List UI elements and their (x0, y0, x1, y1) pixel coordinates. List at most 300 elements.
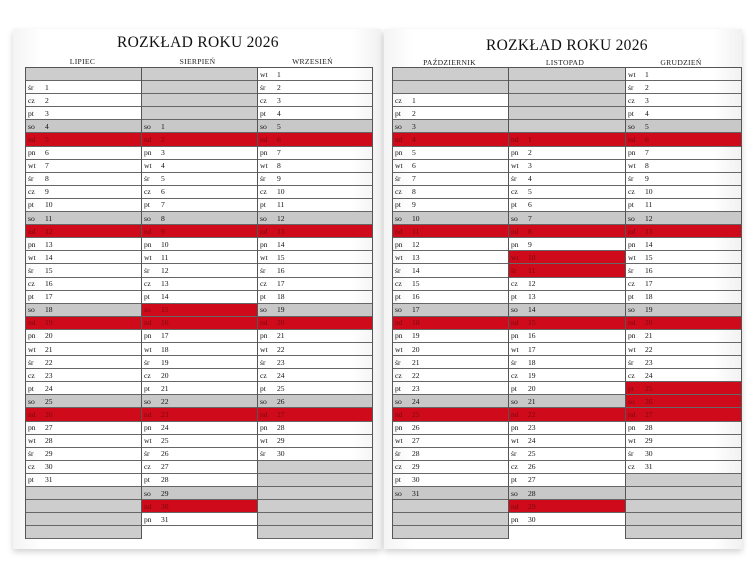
weekday-label: so (28, 213, 35, 223)
day-number: 30 (161, 501, 169, 511)
day-number: 14 (412, 265, 420, 275)
day-row (509, 199, 625, 212)
day-number: 1 (528, 135, 532, 145)
day-row (509, 238, 625, 251)
weekday-label: pn (260, 423, 268, 433)
day-number: 26 (45, 409, 53, 419)
day-row (258, 81, 372, 94)
day-row (258, 186, 372, 199)
weekday-label: pn (511, 514, 519, 524)
day-number: 22 (45, 357, 53, 367)
weekday-label: so (260, 396, 267, 406)
day-number: 29 (645, 436, 653, 446)
day-number: 18 (45, 305, 53, 315)
day-row (509, 330, 625, 343)
day-number: 6 (528, 200, 532, 210)
month-header-listopad: LISTOPAD (545, 58, 585, 67)
weekday-label: so (395, 396, 402, 406)
day-number: 18 (412, 318, 420, 328)
weekday-label: wt (511, 252, 519, 262)
day-row (509, 133, 625, 146)
day-row (142, 317, 257, 330)
day-row (626, 199, 741, 212)
day-row (393, 487, 508, 500)
day-number: 30 (277, 449, 285, 459)
day-row (393, 369, 508, 382)
day-number: 16 (412, 292, 420, 302)
weekday-label: pt (395, 108, 401, 118)
day-number: 8 (45, 174, 49, 184)
day-number: 19 (645, 305, 653, 315)
empty-row (142, 68, 257, 81)
month-header-lipiec: LIPIEC (69, 57, 96, 66)
day-number: 9 (277, 174, 281, 184)
day-row (509, 264, 625, 277)
empty-row (393, 500, 508, 513)
day-number: 19 (412, 331, 420, 341)
weekday-label: nd (144, 318, 152, 328)
day-row (258, 317, 372, 330)
day-number: 13 (528, 292, 536, 302)
day-row (142, 369, 257, 382)
weekday-label: pn (28, 423, 36, 433)
day-row (626, 317, 741, 330)
weekday-label: cz (28, 279, 35, 289)
day-row (393, 356, 508, 369)
weekday-label: wt (28, 161, 36, 171)
day-row (509, 212, 625, 225)
day-row (258, 212, 372, 225)
day-row (258, 304, 372, 317)
weekday-label: so (28, 121, 35, 131)
day-row (393, 225, 508, 238)
weekday-label: cz (395, 95, 402, 105)
day-row (258, 160, 372, 173)
day-row (509, 461, 625, 474)
day-number: 4 (45, 121, 49, 131)
weekday-label: cz (511, 462, 518, 472)
day-row (626, 278, 741, 291)
weekday-label: cz (28, 95, 35, 105)
day-number: 24 (412, 396, 420, 406)
day-number: 13 (412, 252, 420, 262)
day-row (258, 238, 372, 251)
day-row (509, 382, 625, 395)
day-row (26, 369, 141, 382)
day-number: 16 (277, 265, 285, 275)
day-number: 25 (528, 449, 536, 459)
empty-row (142, 107, 257, 120)
day-row (258, 408, 372, 421)
day-number: 26 (161, 449, 169, 459)
weekday-label: wt (395, 252, 403, 262)
weekday-label: so (511, 305, 518, 315)
day-row (142, 212, 257, 225)
weekday-label: pt (144, 200, 150, 210)
weekday-label: so (628, 396, 635, 406)
day-number: 22 (161, 396, 169, 406)
day-row (26, 304, 141, 317)
day-number: 9 (412, 200, 416, 210)
weekday-label: pt (395, 383, 401, 393)
weekday-label: cz (511, 279, 518, 289)
day-number: 17 (645, 279, 653, 289)
day-number: 24 (161, 423, 169, 433)
weekday-label: so (395, 305, 402, 315)
day-number: 26 (412, 423, 420, 433)
weekday-label: pt (395, 475, 401, 485)
weekday-label: wt (395, 344, 403, 354)
day-row (626, 395, 741, 408)
day-row (626, 422, 741, 435)
day-row (509, 356, 625, 369)
weekday-label: pn (511, 148, 519, 158)
day-number: 8 (161, 213, 165, 223)
weekday-label: pt (628, 108, 634, 118)
weekday-label: pn (395, 239, 403, 249)
day-row (626, 448, 741, 461)
weekday-label: pn (144, 423, 152, 433)
weekday-label: pt (28, 108, 34, 118)
weekday-label: śr (511, 449, 517, 459)
day-row (142, 461, 257, 474)
weekday-label: wt (395, 436, 403, 446)
weekday-label: nd (628, 409, 636, 419)
day-number: 13 (161, 279, 169, 289)
page-title: ROZKŁAD ROKU 2026 (117, 34, 279, 51)
day-number: 7 (277, 148, 281, 158)
day-number: 17 (45, 292, 53, 302)
day-row (393, 107, 508, 120)
weekday-label: so (144, 488, 151, 498)
day-row (626, 133, 741, 146)
day-number: 2 (528, 148, 532, 158)
day-row (393, 291, 508, 304)
weekday-label: śr (260, 357, 266, 367)
weekday-label: pn (511, 331, 519, 341)
weekday-label: nd (144, 135, 152, 145)
day-number: 27 (528, 475, 536, 485)
day-number: 24 (528, 436, 536, 446)
weekday-label: pt (511, 475, 517, 485)
weekday-label: nd (28, 318, 36, 328)
empty-row (393, 81, 508, 94)
weekday-label: śr (28, 265, 34, 275)
day-row (509, 448, 625, 461)
day-row (26, 147, 141, 160)
weekday-label: śr (260, 82, 266, 92)
weekday-label: so (144, 305, 151, 315)
right-page (384, 29, 742, 549)
day-row (509, 147, 625, 160)
weekday-label: śr (628, 82, 634, 92)
empty-row (393, 68, 508, 81)
weekday-label: pn (628, 239, 636, 249)
day-row (509, 408, 625, 421)
day-row (626, 461, 741, 474)
weekday-label: śr (395, 357, 401, 367)
day-row (258, 448, 372, 461)
day-number: 2 (412, 108, 416, 118)
day-number: 25 (412, 409, 420, 419)
day-number: 6 (45, 148, 49, 158)
day-row (26, 120, 141, 133)
weekday-label: so (395, 488, 402, 498)
weekday-label: cz (511, 187, 518, 197)
weekday-label: wt (28, 252, 36, 262)
empty-row (26, 487, 141, 500)
month-header-wrzesien: WRZESIEŃ (292, 57, 333, 66)
day-row (626, 251, 741, 264)
day-row (26, 382, 141, 395)
day-row (393, 422, 508, 435)
day-number: 27 (412, 436, 420, 446)
weekday-label: pt (628, 200, 634, 210)
weekday-label: pt (260, 200, 266, 210)
day-row (142, 251, 257, 264)
day-row (393, 120, 508, 133)
day-row (26, 160, 141, 173)
day-number: 5 (412, 148, 416, 158)
weekday-label: nd (628, 318, 636, 328)
day-row (509, 304, 625, 317)
day-number: 13 (45, 239, 53, 249)
weekday-label: śr (511, 174, 517, 184)
day-row (142, 120, 257, 133)
day-number: 25 (277, 383, 285, 393)
day-number: 21 (277, 331, 285, 341)
weekday-label: nd (628, 226, 636, 236)
month-column (393, 68, 509, 539)
weekday-label: cz (395, 370, 402, 380)
day-row (26, 186, 141, 199)
day-number: 5 (645, 121, 649, 131)
month-column (142, 68, 258, 539)
weekday-label: pn (144, 331, 152, 341)
day-number: 14 (277, 239, 285, 249)
weekday-label: śr (260, 265, 266, 275)
weekday-label: pt (260, 383, 266, 393)
day-number: 24 (645, 370, 653, 380)
month-column (258, 68, 373, 539)
day-row (142, 487, 257, 500)
day-number: 16 (161, 318, 169, 328)
weekday-label: pn (260, 239, 268, 249)
day-row (509, 251, 625, 264)
day-row (626, 435, 741, 448)
day-number: 2 (45, 95, 49, 105)
day-number: 23 (528, 423, 536, 433)
weekday-label: śr (260, 449, 266, 459)
day-number: 24 (45, 383, 53, 393)
day-row (258, 251, 372, 264)
weekday-label: nd (628, 135, 636, 145)
weekday-label: pt (28, 292, 34, 302)
day-number: 4 (277, 108, 281, 118)
weekday-label: pt (511, 383, 517, 393)
weekday-label: pt (511, 292, 517, 302)
weekday-label: pt (28, 475, 34, 485)
weekday-label: wt (511, 436, 519, 446)
day-row (142, 147, 257, 160)
day-row (142, 435, 257, 448)
day-number: 29 (277, 436, 285, 446)
day-number: 26 (277, 396, 285, 406)
weekday-label: pt (144, 292, 150, 302)
day-number: 14 (645, 239, 653, 249)
day-row (393, 147, 508, 160)
day-row (509, 317, 625, 330)
empty-row (626, 500, 741, 513)
day-row (142, 408, 257, 421)
day-number: 10 (528, 252, 536, 262)
day-row (393, 238, 508, 251)
day-row (26, 474, 141, 487)
day-number: 15 (45, 265, 53, 275)
day-row (258, 107, 372, 120)
day-number: 11 (161, 252, 169, 262)
weekday-label: pn (28, 331, 36, 341)
weekday-label: cz (260, 279, 267, 289)
day-number: 28 (45, 436, 53, 446)
day-row (626, 238, 741, 251)
day-number: 9 (161, 226, 165, 236)
day-number: 20 (45, 331, 53, 341)
day-row (26, 107, 141, 120)
day-number: 16 (45, 279, 53, 289)
weekday-label: nd (511, 226, 519, 236)
day-number: 12 (161, 265, 169, 275)
weekday-label: pn (395, 423, 403, 433)
day-row (258, 225, 372, 238)
day-number: 27 (45, 423, 53, 433)
day-row (26, 264, 141, 277)
weekday-label: wt (260, 252, 268, 262)
day-number: 11 (45, 213, 53, 223)
day-number: 5 (45, 135, 49, 145)
weekday-label: nd (511, 409, 519, 419)
day-number: 22 (528, 409, 536, 419)
day-row (509, 395, 625, 408)
weekday-label: nd (144, 226, 152, 236)
day-row (142, 160, 257, 173)
day-row (26, 448, 141, 461)
weekday-label: so (395, 213, 402, 223)
weekday-label: cz (260, 187, 267, 197)
day-row (26, 212, 141, 225)
page-title: ROZKŁAD ROKU 2026 (486, 37, 648, 54)
day-number: 1 (161, 121, 165, 131)
empty-row (509, 120, 625, 133)
weekday-label: so (28, 305, 35, 315)
empty-row (258, 513, 372, 526)
day-row (393, 264, 508, 277)
day-number: 19 (161, 357, 169, 367)
empty-row (258, 526, 372, 539)
day-number: 21 (45, 344, 53, 354)
day-row (258, 264, 372, 277)
day-number: 26 (645, 396, 653, 406)
day-row (509, 225, 625, 238)
day-number: 23 (645, 357, 653, 367)
day-row (393, 317, 508, 330)
day-row (509, 369, 625, 382)
day-number: 11 (528, 265, 536, 275)
day-number: 23 (412, 383, 420, 393)
weekday-label: cz (511, 370, 518, 380)
day-row (393, 408, 508, 421)
weekday-label: śr (144, 357, 150, 367)
month-header-sierpien: SIERPIEŃ (179, 57, 216, 66)
day-number: 30 (45, 462, 53, 472)
weekday-label: pt (395, 292, 401, 302)
day-number: 3 (528, 161, 532, 171)
day-number: 29 (45, 449, 53, 459)
day-number: 22 (645, 344, 653, 354)
weekday-label: pn (260, 148, 268, 158)
weekday-label: so (260, 305, 267, 315)
day-number: 5 (528, 187, 532, 197)
day-row (142, 382, 257, 395)
weekday-label: pt (144, 383, 150, 393)
day-row (26, 356, 141, 369)
day-number: 3 (645, 95, 649, 105)
day-row (258, 330, 372, 343)
weekday-label: pt (395, 200, 401, 210)
day-number: 6 (277, 135, 281, 145)
day-row (26, 133, 141, 146)
day-row (509, 487, 625, 500)
day-number: 30 (645, 449, 653, 459)
day-row (26, 330, 141, 343)
day-number: 21 (645, 331, 653, 341)
day-number: 11 (412, 226, 420, 236)
weekday-label: pt (28, 383, 34, 393)
day-number: 17 (277, 279, 285, 289)
day-number: 29 (412, 462, 420, 472)
day-number: 27 (645, 409, 653, 419)
day-row (258, 422, 372, 435)
weekday-label: pn (395, 148, 403, 158)
weekday-label: so (144, 121, 151, 131)
weekday-label: cz (260, 95, 267, 105)
weekday-label: wt (28, 436, 36, 446)
weekday-label: śr (395, 265, 401, 275)
day-number: 16 (528, 331, 536, 341)
weekday-label: so (511, 396, 518, 406)
day-number: 20 (412, 344, 420, 354)
day-row (26, 238, 141, 251)
weekday-label: nd (395, 135, 403, 145)
day-row (393, 160, 508, 173)
weekday-label: pt (144, 475, 150, 485)
weekday-label: pt (260, 108, 266, 118)
day-row (509, 513, 625, 526)
day-row (26, 435, 141, 448)
day-row (258, 291, 372, 304)
day-row (258, 343, 372, 356)
day-number: 31 (45, 475, 53, 485)
day-number: 5 (161, 174, 165, 184)
weekday-label: so (628, 305, 635, 315)
day-number: 8 (277, 161, 281, 171)
day-number: 5 (277, 121, 281, 131)
day-row (142, 199, 257, 212)
day-number: 2 (645, 82, 649, 92)
day-row (26, 81, 141, 94)
weekday-label: pt (260, 292, 266, 302)
day-row (26, 278, 141, 291)
